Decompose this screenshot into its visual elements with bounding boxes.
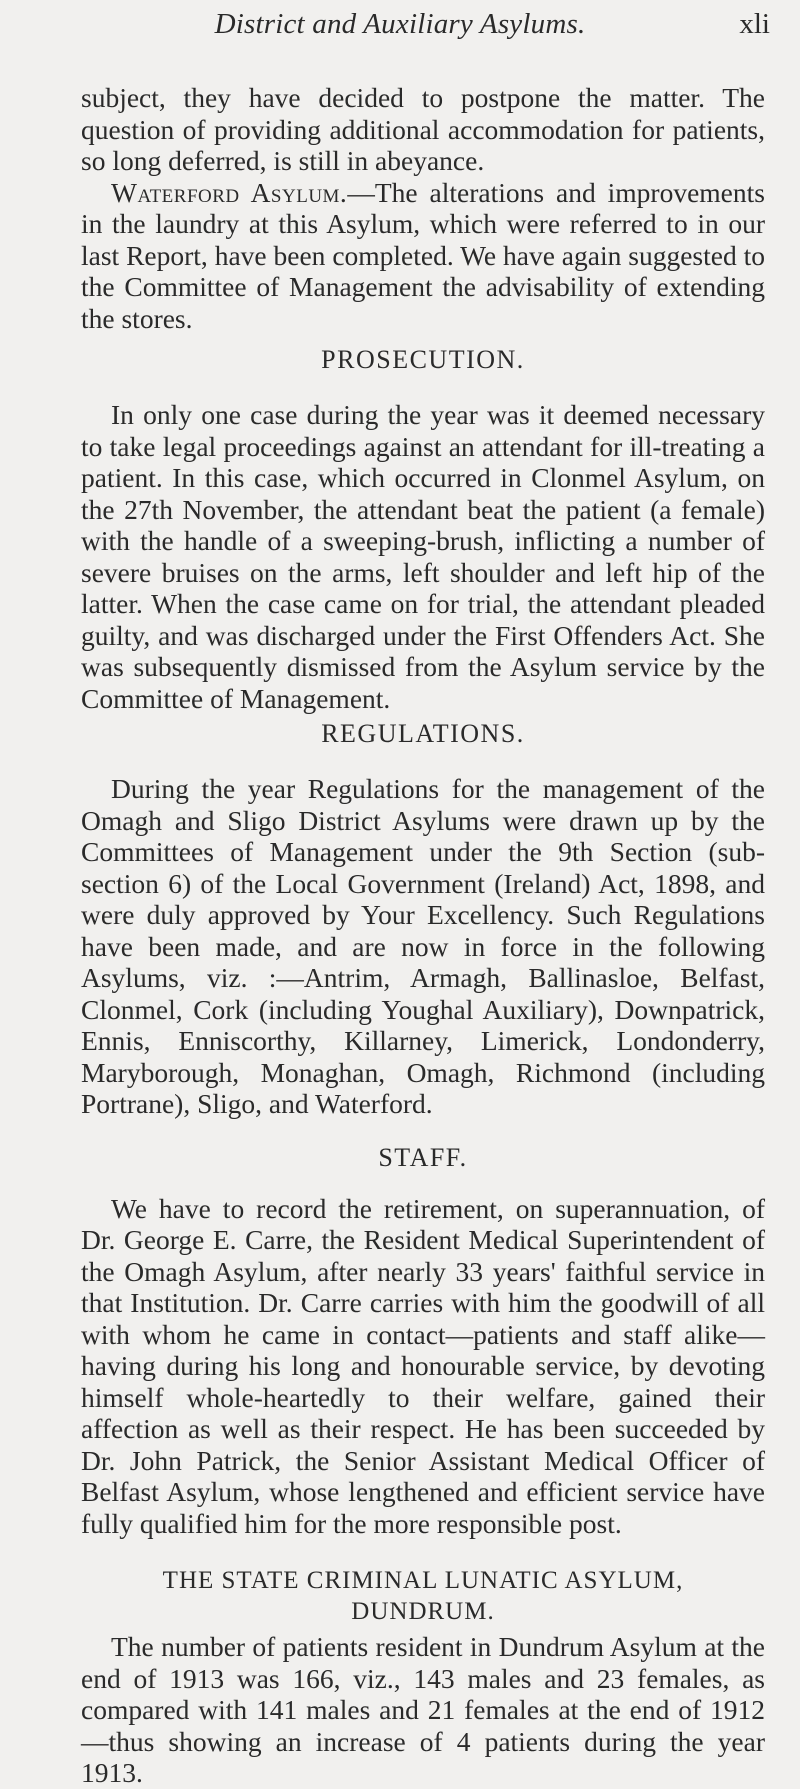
paragraph-dundrum: The number of patients resident in Dundrum Asylum at the end of 1913 was 166, viz., 143 males and 23 females, as compared with 141 males and 21 females at the end of 1912—thus showing an increase of 4 patients during the year 1913. xyxy=(81,1631,765,1788)
section-heading-staff: STAFF. xyxy=(378,1142,468,1172)
paragraph-waterford xyxy=(81,177,765,335)
waterford-text: —The alterations and improvements in the laundry at this Asylum, which were referred to in our last Report, have been completed. We have again suggested to the Committee of Management the advisability of extending the stores. xyxy=(81,176,765,334)
running-head xyxy=(0,8,800,48)
section-heading-regulations: REGULATIONS. xyxy=(321,719,525,748)
section-heading-prosecution: PROSECUTION. xyxy=(321,345,525,374)
state-heading-line-1: THE STATE CRIMINAL LUNATIC ASYLUM, xyxy=(162,1567,684,1594)
paragraph-prosecution: In only one case during the year was it deemed necessary to take legal proceedings against an attendant for ill-treating a patient. In this case, which occurred in Clonmel Asylum, on the 27th November, the attendant beat the patient (a female) with the handle of a sweeping-brush, inflicting a number of severe bruises on the arms, left shoulder and left hip of the latter. When the case came on for trial, the attendant pleaded guilty, and was discharged under the First Offenders Act. She was subsequently dismissed from the Asylum service by the Committee of Management. xyxy=(81,399,765,714)
waterford-run-in-heading: Waterford Asylum. xyxy=(111,176,348,208)
page-number: xli xyxy=(739,8,770,40)
paragraph-staff: We have to record the retirement, on superannuation, of Dr. George E. Carre, the Resident Medical Superintendent of the Omagh Asylum, after nearly 33 years' faithful service in that Institution. Dr. Carre carries with him the goodwill of all with whom he came in contact—patients and staff alike—having during his long and honourable service, by devoting himself whole-heartedly to their welfare, gained their affection as well as their respect. He has been succeeded by Dr. John Patrick, the Senior Assistant Medical Officer of Belfast Asylum, whose lengthened and efficient service have fully qualified him for the more responsible post. xyxy=(81,1192,765,1539)
running-title: District and Auxiliary Asylums. xyxy=(214,8,586,40)
section-heading-state-asylum xyxy=(81,1565,765,1627)
paragraph-regulations: During the year Regulations for the management of the Omagh and Sligo District Asylums were drawn up by the Committees of Management under the 9th Section (sub-section 6) of the Local Government (Ireland) Act, 1898, and were duly approved by Your Excellency. Such Regulations have been made, and are now in force in the following Asylums, viz. :—Antrim, Armagh, Ballinasloe, Belfast, Clonmel, Cork (including Youghal Auxiliary), Downpatrick, Ennis, Enniscorthy, Killarney, Limerick, Londonderry, Maryborough, Monaghan, Omagh, Richmond (including Portrane), Sligo, and Waterford. xyxy=(81,773,765,1119)
body-text xyxy=(81,82,765,1789)
paragraph-continuation: subject, they have decided to postpone the matter. The question of providing additional accommodation for patients, so long deferred, is still in abeyance. xyxy=(81,82,765,176)
state-heading-line-2: DUNDRUM. xyxy=(351,1598,495,1625)
